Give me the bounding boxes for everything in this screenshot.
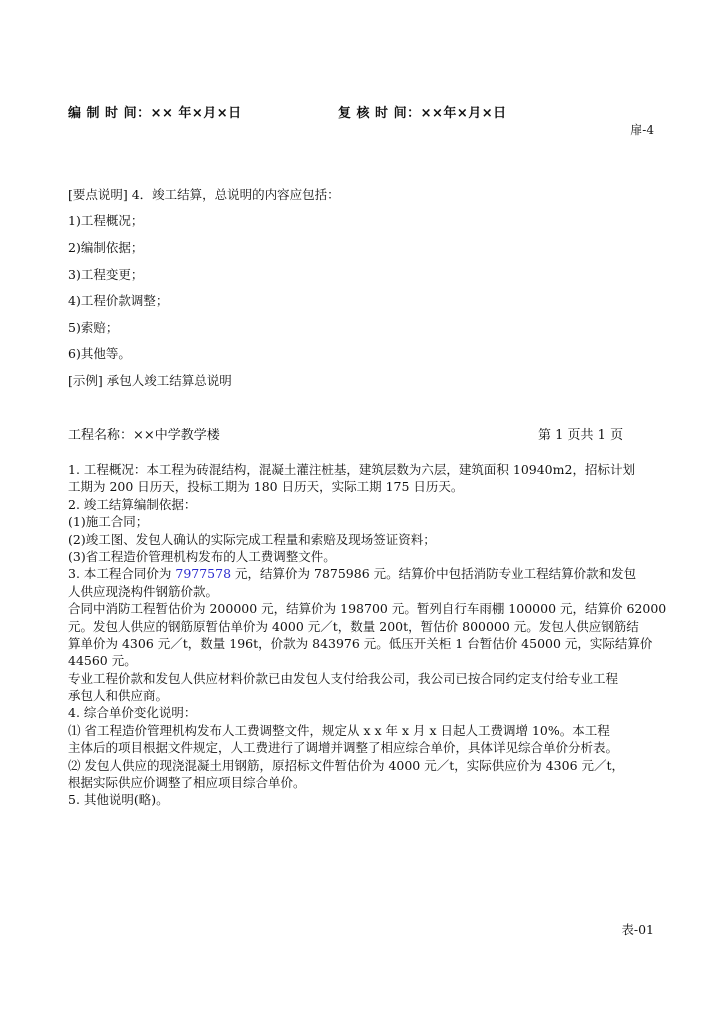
list-item: 4)工程价款调整； [68,293,169,308]
review-time-label: 复 核 时 间：××年×月×日 [338,106,507,121]
paragraph-line: ⑴ 省工程造价管理机构发布人工费调整文件，规定从 x x 年 x 月 x 日起人工费调增 10%。本工程 [68,722,610,738]
paragraph-line: (3)省工程造价管理机构发布的人工费调整文件。 [68,548,336,564]
paragraph-line: 5. 其他说明(略)。 [68,792,169,808]
paragraph-line: (2)竣工图、发包人确认的实际完成工程量和索赔及现场签证资料； [68,531,436,547]
list-item: 2)编制依据； [68,240,144,255]
paragraph-line [68,565,668,582]
example-heading: [示例] 承包人竣工结算总说明 [68,373,232,388]
key-points-heading: [要点说明] 4．竣工结算，总说明的内容应包括： [68,187,340,202]
list-item: 1)工程概况； [68,213,144,228]
project-name: 工程名称：××中学教学楼 [68,428,220,443]
paragraph-line: 2. 竣工结算编制依据： [68,496,197,512]
paragraph-line: 根据实际供应价调整了相应项目综合单价。 [68,775,306,791]
paragraph-line: 1. 工程概况：本工程为砖混结构，混凝土灌注桩基，建筑层数为六层，建筑面积 10940m2，招标计划 [68,462,635,477]
paragraph-line: 合同中消防工程暂估价为 200000 元，结算价为 198700 元。暂列自行车雨棚 100000 元，结算价 62000 [68,601,667,617]
paragraph-line: 44560 元。 [68,653,137,669]
list-item: 3)工程变更； [68,267,144,282]
paragraph-line: 专业工程价款和发包人供应材料价款已由发包人支付给我公司，我公司已按合同约定支付给专业工程 [68,670,619,686]
paragraph-line: ⑵ 发包人供应的现浇混凝土用钢筋，原招标文件暂估价为 4000 元／t，实际供应价为 4306 元／t， [68,757,625,773]
compile-time-label: 编 制 时 间：×× 年×月×日 [68,106,242,121]
paragraph-line: 4. 综合单价变化说明： [68,705,197,721]
reference-code: 扉-4 [630,123,654,137]
paragraph-line: 承包人和供应商。 [68,688,169,704]
paragraph-line: 元。发包人供应的钢筋原暂估单价为 4000 元／t，数量 200t，暂估价 800000 元。发包人供应钢筋结 [68,618,639,634]
form-code: 表-01 [621,922,654,937]
paragraph-line: 主体后的项目根据文件规定，人工费进行了调增并调整了相应综合单价，具体详见综合单价分析表。 [68,740,619,756]
list-item: 6)其他等。 [68,346,131,361]
page-indicator: 第 1 页共 1 页 [538,428,624,443]
contract-price-prefix: 3. 本工程合同价为 [68,566,176,582]
paragraph-line: 人供应现浇构件钢筋价款。 [68,583,219,599]
paragraph-line: 算单价为 4306 元／t，数量 196t，价款为 843976 元。低压开关柜 1 台暂估价 45000 元，实际结算价 [68,635,653,651]
paragraph-line: 工期为 200 日历天，投标工期为 180 日历天，实际工期 175 日历天。 [68,479,464,495]
settlement-description [68,461,668,809]
contract-price-suffix: 元，结算价为 7875986 元。结算价中包括消防专业工程结算价款和发包 [231,566,637,582]
contract-price-value: 7977578 [175,566,232,582]
list-item: 5)索赔； [68,320,119,335]
paragraph-line: (1)施工合同； [68,514,149,530]
